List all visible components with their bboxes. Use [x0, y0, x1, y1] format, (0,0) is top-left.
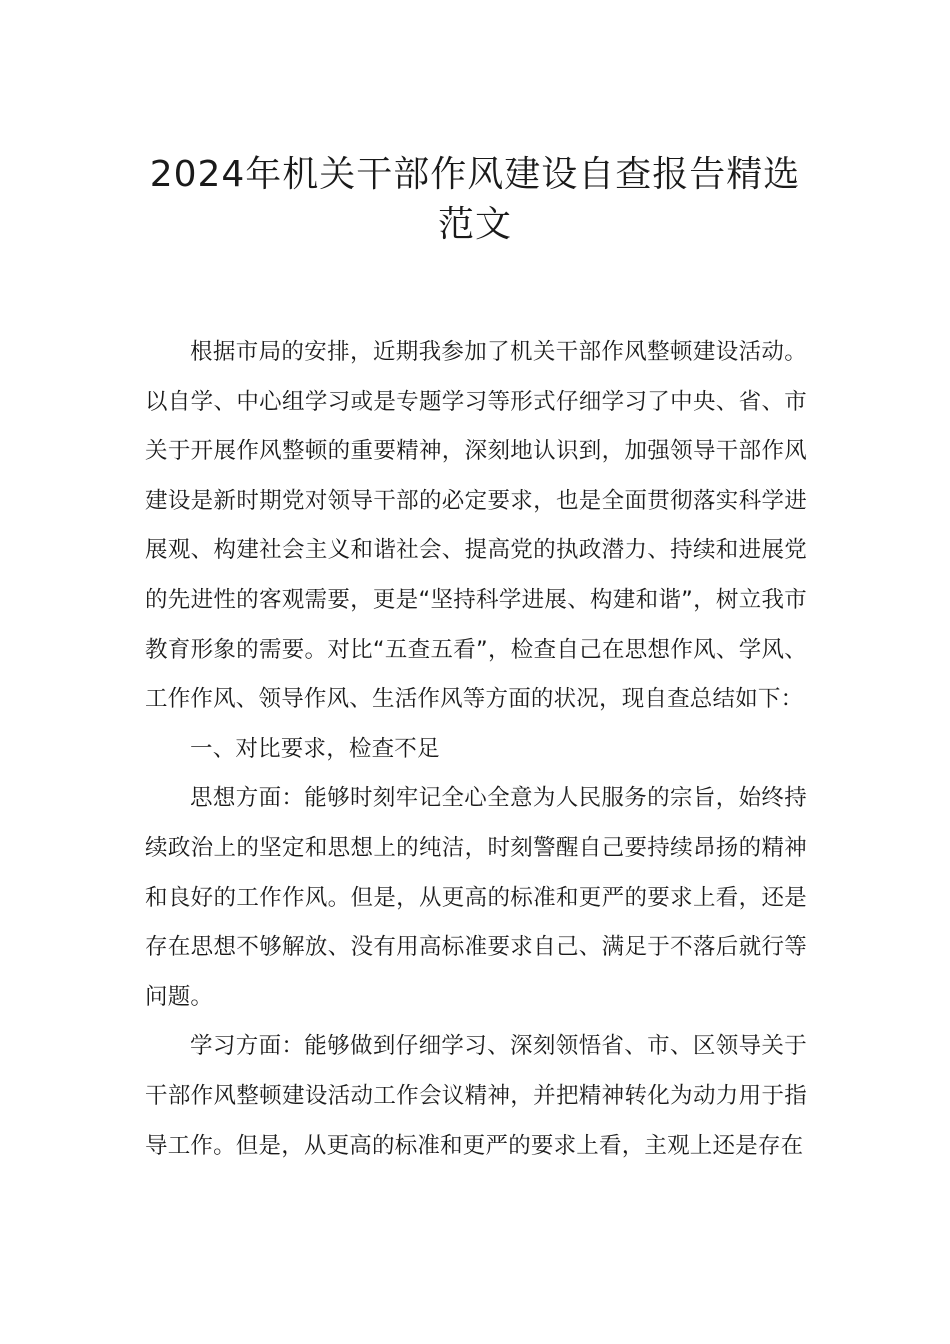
title-line-1: 2024年机关干部作风建设自查报告精选: [149, 154, 801, 196]
paragraph-study: 学习方面：能够做到仔细学习、深刻领悟省、市、区领导关于干部作风整顿建设活动工作会议精神，并把精神转化为动力用于指导工作。但是，从更高的标准和更严的要求上看，主观上还是存在: [145, 1033, 807, 1159]
paragraph-thought: 思想方面：能够时刻牢记全心全意为人民服务的宗旨，始终持续政治上的坚定和思想上的纯洁，时刻警醒自己要持续昂扬的精神和良好的工作作风。但是，从更高的标准和更严的要求上看，还是存在思想不够解放、没有用高标准要求自己、满足于不落后就行等问题。: [145, 785, 807, 1010]
section-heading: 一、对比要求，检查不足: [190, 735, 440, 762]
document-body: [145, 328, 807, 1171]
paragraph-intro: 根据市局的安排，近期我参加了机关干部作风整顿建设活动。以自学、中心组学习或是专题学习等形式仔细学习了中央、省、市关于开展作风整顿的重要精神，深刻地认识到，加强领导干部作风建设是新时期党对领导干部的必定要求，也是全面贯彻落实科学进展观、构建社会主义和谐社会、提高党的执政潜力、持续和进展党的先进性的客观需要，更是“坚持科学进展、构建和谐”，树立我市教育形象的需要。对比“五查五看”，检查自己在思想作风、学风、工作作风、领导作风、生活作风等方面的状况，现自查总结如下：: [145, 339, 807, 713]
title-line-2: 范文: [437, 204, 512, 246]
document-title: [120, 150, 830, 250]
